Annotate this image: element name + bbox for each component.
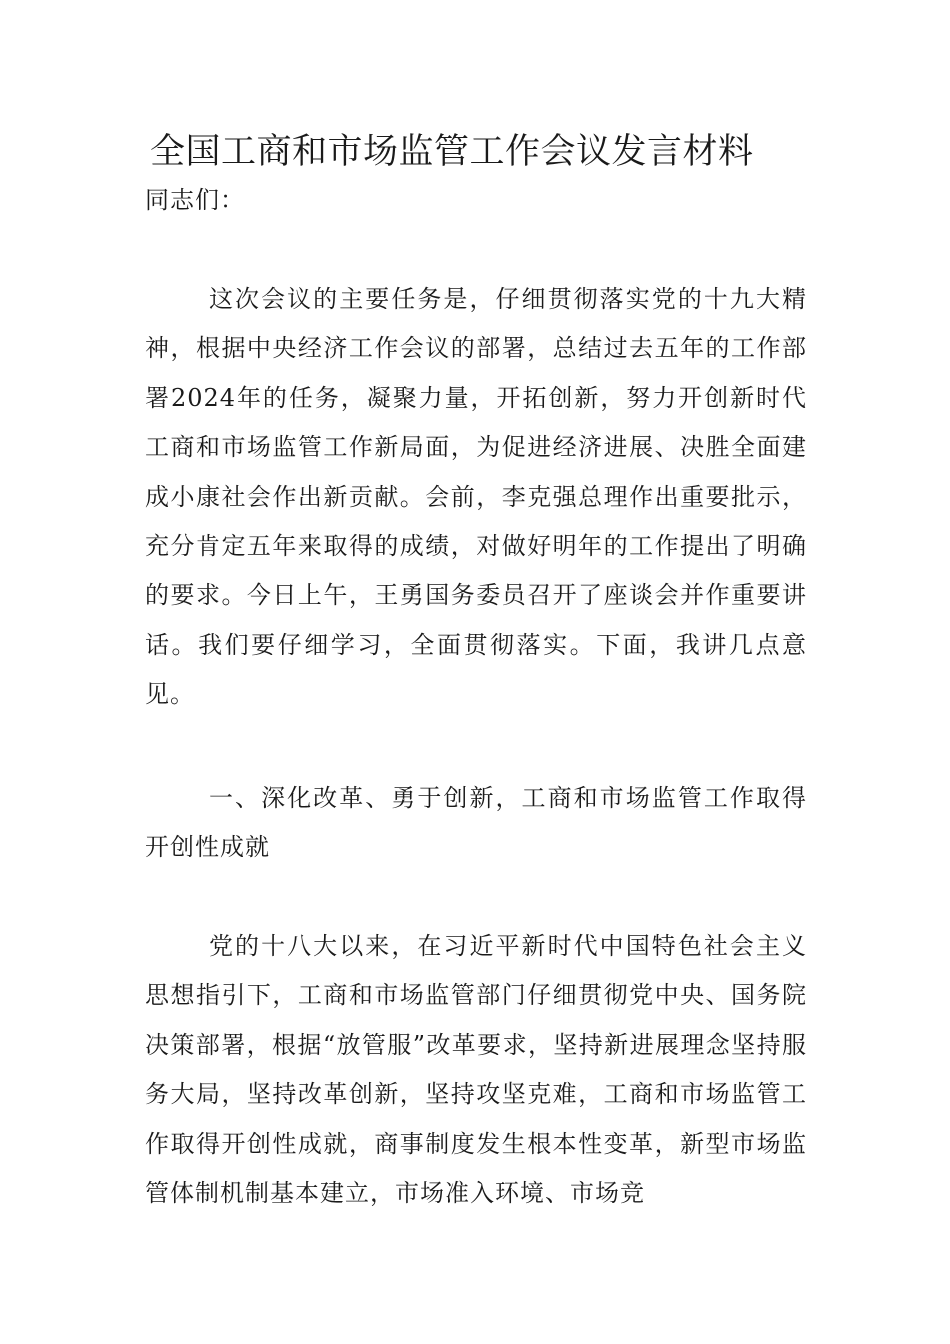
- paragraph-intro: 这次会议的主要任务是，仔细贯彻落实党的十九大精神，根据中央经济工作会议的部署，总结过去五年的工作部署2024年的任务，凝聚力量，开拓创新，努力开创新时代工商和市场监管工作新局面，为促进经济进展、决胜全面建成小康社会作出新贡献。会前，李克强总理作出重要批示，充分肯定五年来取得的成绩，对做好明年的工作提出了明确的要求。今日上午，王勇国务委员召开了座谈会并作重要讲话。我们要仔细学习，全面贯彻落实。下面，我讲几点意见。: [145, 285, 807, 709]
- salutation: 同志们：: [145, 186, 245, 214]
- paragraph-section-1: 党的十八大以来，在习近平新时代中国特色社会主义思想指引下，工商和市场监管部门仔细贯彻党中央、国务院决策部署，根据“放管服”改革要求，坚持新进展理念坚持服务大局，坚持改革创新，坚持攻坚克难，工商和市场监管工作取得开创性成就，商事制度发生根本性变革，新型市场监管体制机制基本建立，市场准入环境、市场竞: [145, 932, 807, 1208]
- section-heading-1: 一、深化改革、勇于创新，工商和市场监管工作取得开创性成就: [145, 784, 807, 862]
- document-title: 全国工商和市场监管工作会议发言材料: [150, 132, 754, 172]
